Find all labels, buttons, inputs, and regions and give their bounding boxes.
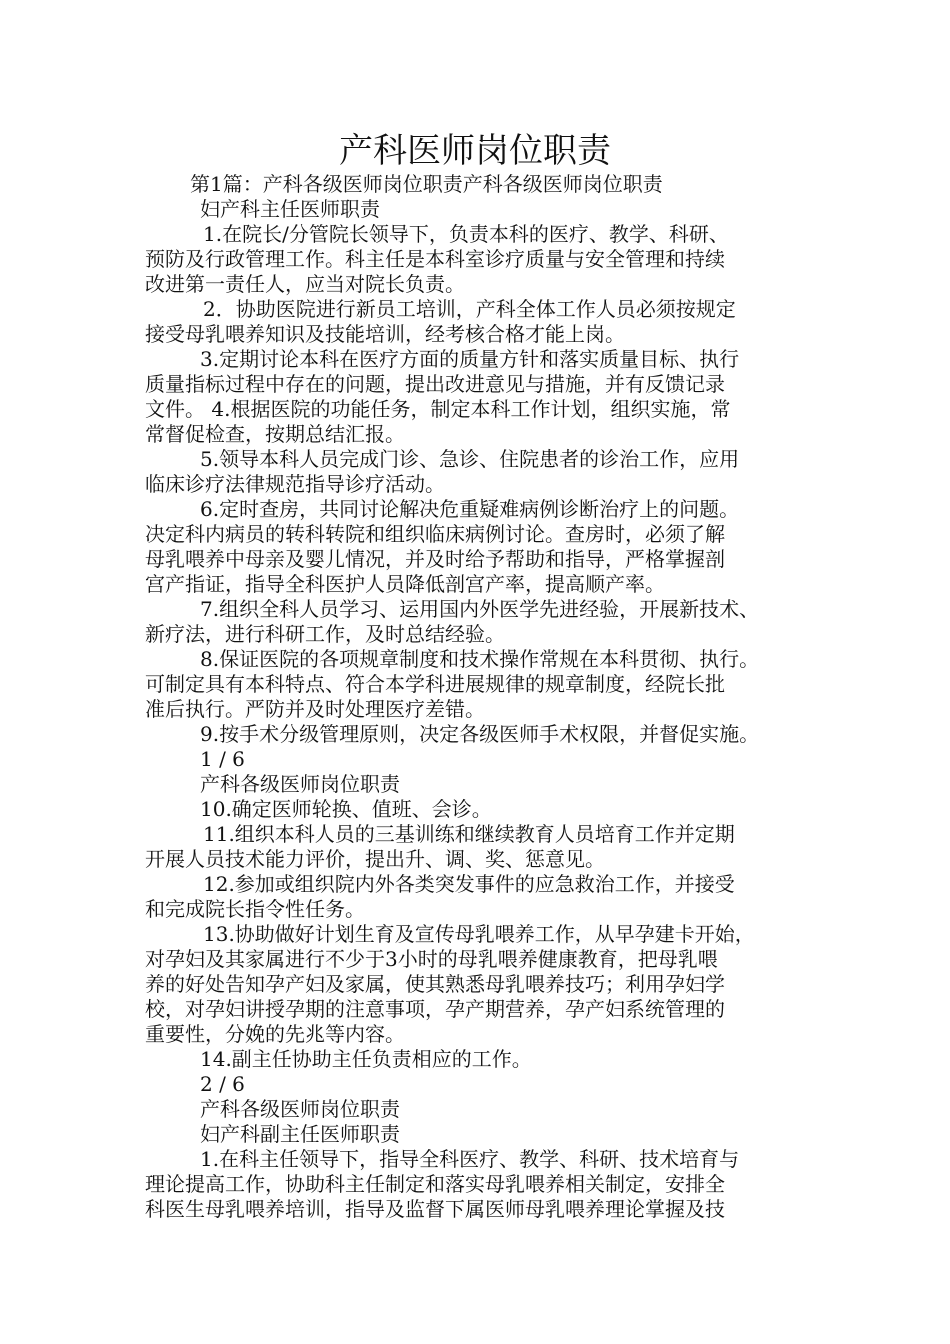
paragraph-line: 改进第一责任人，应当对院长负责。 [145,272,465,296]
paragraph-line: 理论提高工作，协助科主任制定和落实母乳喂养相关制定，安排全 [145,1172,725,1196]
paragraph-line: 决定科内病员的转科转院和组织临床病例讨论。查房时，必须了解 [145,522,725,546]
paragraph-line: 12.参加或组织院内外各类突发事件的应急救治工作，并接受 [203,872,735,896]
paragraph-line: 养的好处告知孕产妇及家属，使其熟悉母乳喂养技巧；利用孕妇学 [145,972,725,996]
paragraph-line: 1.在院长/分管院长领导下，负责本科的医疗、教学、科研、 [203,222,729,246]
paragraph-line: 对孕妇及其家属进行不少于3小时的母乳喂养健康教育，把母乳喂 [145,947,718,971]
paragraph-line: 新疗法，进行科研工作，及时总结经验。 [145,622,505,646]
paragraph-line: 科医生母乳喂养培训，指导及监督下属医师母乳喂养理论掌握及技 [145,1197,725,1221]
paragraph-line: 13.协助做好计划生育及宣传母乳喂养工作，从早孕建卡开始， [203,922,755,946]
page-number: 2 / 6 [200,1072,245,1096]
paragraph-line: 宫产指证，指导全科医护人员降低剖宫产率，提高顺产率。 [145,572,665,596]
paragraph-line: 和完成院长指令性任务。 [145,897,365,921]
paragraph-line: 14.副主任协助主任负责相应的工作。 [200,1047,532,1071]
paragraph-line: 文件。 4.根据医院的功能任务，制定本科工作计划，组织实施，常 [145,397,731,421]
paragraph-line: 8.保证医院的各项规章制度和技术操作常规在本科贯彻、执行。 [200,647,760,671]
paragraph-line: 接受母乳喂养知识及技能培训，经考核合格才能上岗。 [145,322,625,346]
running-header: 产科各级医师岗位职责 [200,1097,400,1121]
paragraph-line: 2．协助医院进行新员工培训，产科全体工作人员必须按规定 [203,297,736,321]
paragraph-line: 质量指标过程中存在的问题，提出改进意见与措施，并有反馈记录 [145,372,725,396]
document-title: 产科医师岗位职责 [339,131,611,171]
paragraph-line: 母乳喂养中母亲及婴儿情况，并及时给予帮助和指导，严格掌握剖 [145,547,725,571]
paragraph-line: 开展人员技术能力评价，提出升、调、奖、惩意见。 [145,847,605,871]
paragraph-line: 重要性，分娩的先兆等内容。 [145,1022,405,1046]
paragraph-line: 9.按手术分级管理原则，决定各级医师手术权限，并督促实施。 [200,722,760,746]
paragraph-line: 6.定时查房，共同讨论解决危重疑难病例诊断治疗上的问题。 [200,497,740,521]
section-heading: 妇产科主任医师职责 [200,197,380,221]
paragraph-line: 准后执行。严防并及时处理医疗差错。 [145,697,485,721]
paragraph-line: 常督促检查，按期总结汇报。 [145,422,405,446]
paragraph-line: 7.组织全科人员学习、运用国内外医学先进经验，开展新技术、 [200,597,760,621]
paragraph-line: 10.确定医师轮换、值班、会诊。 [200,797,492,821]
document-body [145,172,825,1222]
page-number: 1 / 6 [200,747,245,771]
paragraph-line: 可制定具有本科特点、符合本学科进展规律的规章制度，经院长批 [145,672,725,696]
section-heading: 妇产科副主任医师职责 [200,1122,400,1146]
paragraph-line: 预防及行政管理工作。科主任是本科室诊疗质量与安全管理和持续 [145,247,725,271]
paragraph-line: 5.领导本科人员完成门诊、急诊、住院患者的诊治工作，应用 [200,447,740,471]
running-header: 产科各级医师岗位职责 [200,772,400,796]
paragraph-line: 校，对孕妇讲授孕期的注意事项，孕产期营养，孕产妇系统管理的 [145,997,725,1021]
chapter-heading: 第1篇：产科各级医师岗位职责产科各级医师岗位职责 [190,172,663,196]
paragraph-line: 3.定期讨论本科在医疗方面的质量方针和落实质量目标、执行 [200,347,740,371]
paragraph-line: 1.在科主任领导下，指导全科医疗、教学、科研、技术培育与 [200,1147,740,1171]
paragraph-line: 11.组织本科人员的三基训练和继续教育人员培育工作并定期 [203,822,735,846]
paragraph-line: 临床诊疗法律规范指导诊疗活动。 [145,472,445,496]
